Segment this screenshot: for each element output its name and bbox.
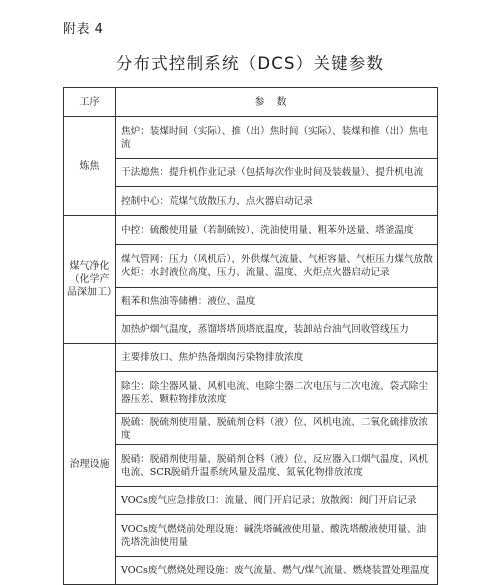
table-row [64, 344, 438, 372]
group-gas-purification: 煤气净化（化学产品深加工） [64, 216, 116, 344]
table-row [64, 288, 438, 316]
param-cell: 粗苯和焦油等储槽：液位、温度 [116, 288, 438, 316]
group-treatment-facilities: 治理设施 [64, 344, 116, 585]
param-cell: VOCs废气燃烧处理设施：废气流量、燃气/煤气流量、燃烧装置处理温度 [116, 557, 438, 585]
param-cell: 控制中心：荒煤气放散压力、点火器启动记录 [116, 187, 438, 216]
table-row [64, 515, 438, 557]
table-row [64, 445, 438, 487]
param-cell: 干法熄焦：提升机作业记录（包括每次作业时间及装载量）、提升机电流 [116, 159, 438, 187]
table-row [64, 316, 438, 344]
param-cell: 脱硝：脱硝剂使用量、脱硝剂仓料（液）位、反应器入口烟气温度、风机电流、SCR脱硝升温系统风量及温度、氮氧化物排放浓度 [116, 445, 438, 487]
param-cell: 脱硫：脱硫剂使用量、脱硫剂仓料（液）位、风机电流、二氧化硫排放浓度 [116, 414, 438, 445]
param-cell: 煤气管网：压力（风机后）、外供煤气流量、气柜容量、气柜压力煤气放散火炬：水封液位高度、压力、流量、温度、火炬点火器启动记录 [116, 245, 438, 288]
table-row [64, 117, 438, 159]
appendix-label: 附表 4 [63, 22, 104, 37]
group-coking: 炼焦 [64, 117, 116, 216]
page-title: 分布式控制系统（DCS）关键参数 [115, 54, 385, 73]
dcs-parameters-table [63, 87, 438, 585]
table-row [64, 245, 438, 288]
param-cell: VOCs废气燃烧前处理设施：碱洗塔碱液使用量、酸洗塔酸液使用量、油洗塔洗油使用量 [116, 515, 438, 557]
param-cell: 中控：硫酸使用量（若制硫铵）、洗油使用量、粗苯外送量、塔釜温度 [116, 216, 438, 245]
param-cell: 加热炉烟气温度，蒸馏塔塔顶塔底温度，装卸站台油气回收管线压力 [116, 316, 438, 344]
param-cell: 焦炉：装煤时间（实际）、推（出）焦时间（实际）、装煤和推（出）焦电流 [116, 117, 438, 159]
table-row [64, 372, 438, 414]
table-row [64, 414, 438, 445]
table-header-row [64, 88, 438, 117]
table-row [64, 187, 438, 216]
param-cell: 主要排放口、焦炉热备烟囱污染物排放浓度 [116, 344, 438, 372]
table-row [64, 159, 438, 187]
param-cell: 除尘：除尘器风量、风机电流、电除尘器二次电压与二次电流、袋式除尘器压差、颗粒物排放浓度 [116, 372, 438, 414]
param-cell: VOCs废气应急排放口：流量、阀门开启记录；放散阀：阀门开启记录 [116, 487, 438, 515]
header-params: 参数 [116, 88, 438, 117]
table-row [64, 557, 438, 585]
table-row [64, 216, 438, 245]
header-process: 工序 [64, 88, 116, 117]
table-row [64, 487, 438, 515]
